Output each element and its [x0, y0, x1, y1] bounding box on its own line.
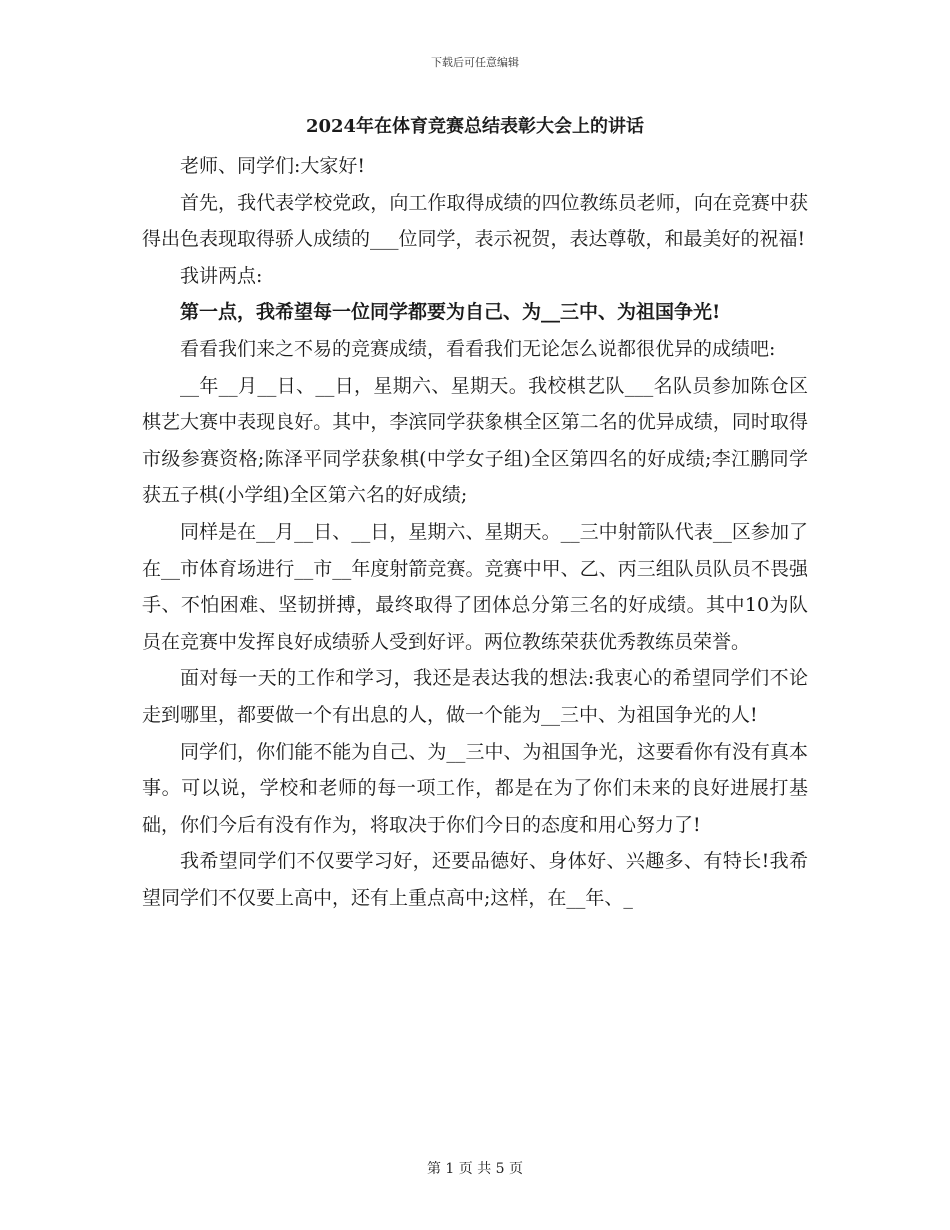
header-note: 下载后可任意编辑	[431, 56, 519, 69]
document-body	[142, 148, 808, 916]
body-paragraph: 看看我们来之不易的竞赛成绩，看看我们无论怎么说都很优异的成绩吧:	[180, 337, 776, 360]
greeting-paragraph: 老师、同学们:大家好!	[180, 155, 366, 177]
body-paragraph: __年__月__日、__日，星期六、星期天。我校棋艺队___名队员参加陈仓区棋艺大赛中表现良好。其中，李滨同学获象棋全区第二名的优异成绩，同时取得市级参赛资格;陈泽平同学获象棋(中学女子组)全区第四名的好成绩;李江鹏同学获五子棋(小学组)全区第六名的好成绩;	[142, 374, 808, 507]
document-title: 2024年在体育竞赛总结表彰大会上的讲话	[305, 116, 645, 137]
intro-paragraph: 我讲两点:	[180, 264, 263, 287]
point-one-heading: 第一点，我希望每一位同学都要为自己、为__三中、为祖国争光!	[180, 301, 721, 324]
body-paragraph: 同样是在__月__日、__日，星期六、星期天。__三中射箭队代表__区参加了在__市体育场进行__市__年度射箭竞赛。竞赛中甲、乙、丙三组队员队员不畏强手、不怕困难、坚韧拼搏，最终取得了团体总分第三名的好成绩。其中10为队员在竞赛中发挥良好成绩骄人受到好评。两位教练荣获优秀教练员荣誉。	[142, 520, 808, 653]
opening-paragraph: 首先，我代表学校党政，向工作取得成绩的四位教练员老师，向在竞赛中获得出色表现取得骄人成绩的___位同学，表示祝贺，表达尊敬，和最美好的祝福!	[142, 191, 808, 251]
page-number: 第 1 页 共 5 页	[426, 1161, 524, 1177]
body-paragraph: 面对每一天的工作和学习，我还是表达我的想法:我衷心的希望同学们不论走到哪里，都要做一个有出息的人，做一个能为__三中、为祖国争光的人!	[142, 667, 808, 726]
body-paragraph: 同学们，你们能不能为自己、为__三中、为祖国争光，这要看你有没有真本事。可以说，学校和老师的每一项工作，都是在为了你们未来的良好进展打基础，你们今后有没有作为，将取决于你们今日的态度和用心努力了!	[142, 740, 808, 836]
body-paragraph: 我希望同学们不仅要学习好，还要品德好、身体好、兴趣多、有特长!我希望同学们不仅要上高中，还有上重点高中;这样，在__年、_	[142, 850, 808, 909]
